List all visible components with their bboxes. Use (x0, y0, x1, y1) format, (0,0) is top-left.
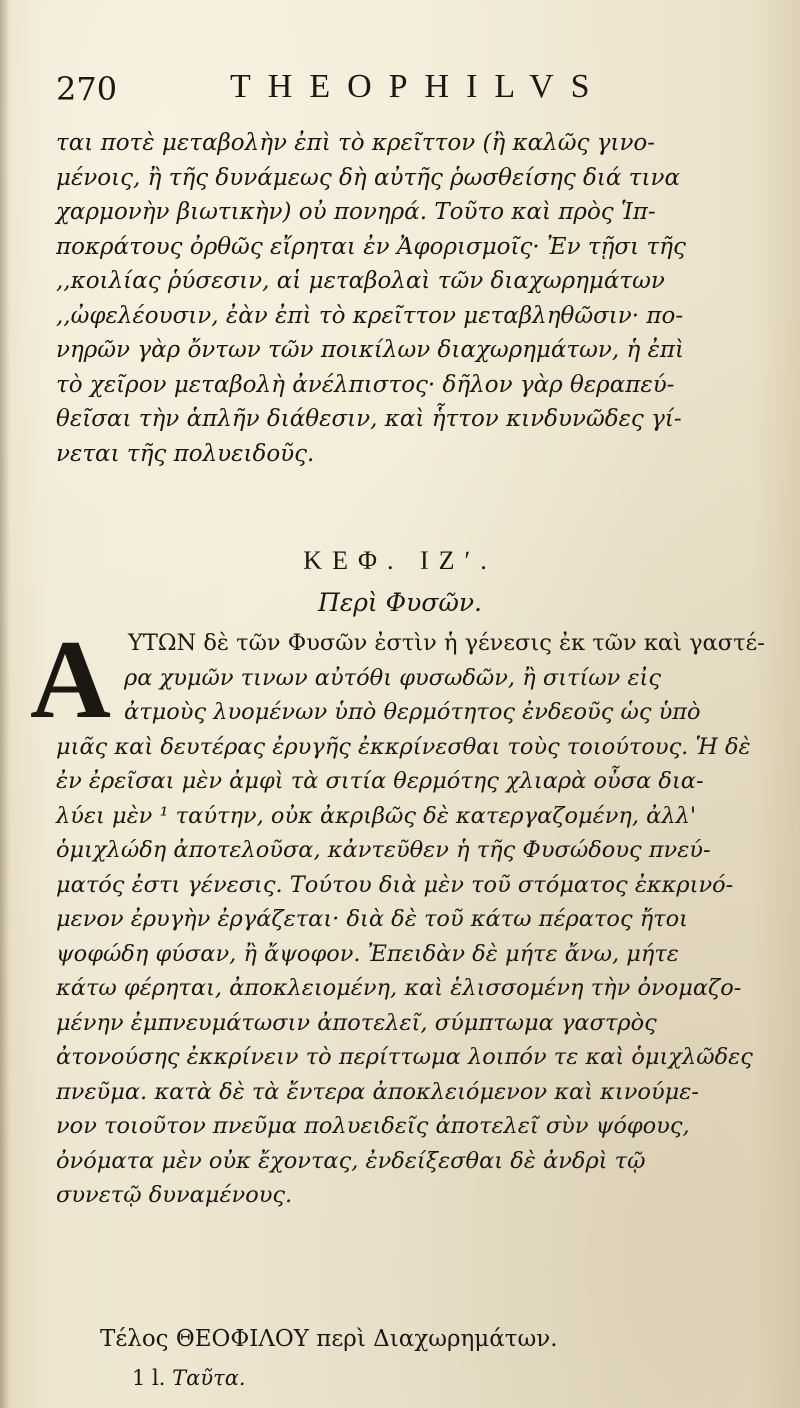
chapter-subtitle: Περὶ Φυσῶν. (318, 588, 482, 617)
text-line: ὀνόματα μὲν οὐκ ἔχοντας, ἐνδείξεσθαι δὲ ἀνδρὶ τῷ (56, 1147, 646, 1174)
text-line: ται ποτὲ μεταβολὴν ἐπὶ τὸ κρεῖττον (ἢ καλῶς γινο- (56, 130, 656, 156)
text-line: ψοφώδη φύσαν, ἢ ἄψοφον. Ἐπειδὰν δὲ μήτε ἄνω, μήτε (56, 940, 679, 967)
running-head: THEOPHILVS (230, 68, 607, 105)
text-line: νηρῶν γὰρ ὄντων τῶν ποικίλων διαχωρημάτων, ἡ ἐπὶ (56, 337, 685, 363)
text-line: κάτω φέρηται, ἀποκλειομένη, καὶ ἑλισσομένη τὴν ὀνομαζο- (56, 975, 742, 1001)
page-number: 270 (56, 70, 118, 108)
text-line: λύει μὲν ¹ ταύτην, οὐκ ἀκριβῶς δὲ κατεργαζομένη, ἀλλ' (56, 802, 697, 829)
text-line: νον τοιοῦτον πνεῦμα πολυειδεῖς ἀποτελεῖ σὺν ψόφους, (56, 1113, 690, 1139)
text-line: ματός ἐστι γένεσις. Τούτου διὰ μὲν τοῦ στόματος ἐκκρινό- (56, 871, 734, 898)
text-line: ἀτμοὺς λυομένων ὑπὸ θερμότητος ἐνδεοῦς ὡς ὑπὸ (124, 699, 701, 725)
text-line: ΥΤΩΝ δὲ τῶν Φυσῶν ἐστὶν ἡ γένεσις ἐκ τῶν καὶ γαστέ- (128, 630, 765, 656)
chapter-heading: ΚΕΦ. ΙΖʹ. (303, 546, 497, 575)
text-line: θεῖσαι τὴν ἁπλῆν διάθεσιν, καὶ ἧττον κινδυνῶδες γί- (56, 406, 682, 432)
text-line: ἀτονούσης ἐκκρίνειν τὸ περίττωμα λοιπόν τε καὶ ὁμιχλῶδες (56, 1044, 753, 1070)
footnote-marker: 1 l. (132, 1366, 166, 1390)
text-line: ἐν ἐρεῖσαι μὲν ἀμφὶ τὰ σιτία θερμότης χλιαρὰ οὖσα δια- (56, 768, 704, 794)
text-line: ,,ὠφελέουσιν, ἐὰν ἐπὶ τὸ κρεῖττον μεταβληθῶσιν· πο- (56, 302, 684, 329)
text-line: μενον ἐρυγὴν ἐργάζεται· διὰ δὲ τοῦ κάτω πέρατος ἤτοι (56, 906, 688, 932)
footnote (132, 1366, 246, 1390)
text-line: τὸ χεῖρον μεταβολὴ ἀνέλπιστος· δῆλον γὰρ θεραπεύ- (56, 371, 675, 398)
text-line: ρα χυμῶν τινων αὐτόθι φυσωδῶν, ἢ σιτίων εἰς (124, 664, 661, 691)
paragraph-1 (56, 126, 770, 471)
text-line: μένην ἐμπνευμάτωσιν ἀποτελεῖ, σύμπτωμα γαστρὸς (56, 1009, 657, 1036)
text-line: συνετῷ δυναμένους. (56, 1182, 293, 1208)
text-line: νεται τῆς πολυειδοῦς. (56, 440, 315, 467)
footnote-text: Ταῦτα. (172, 1366, 246, 1390)
text-line: μιᾶς καὶ δευτέρας ἐρυγῆς ἐκκρίνεσθαι τοὺς τοιούτους. Ἡ δὲ (56, 733, 751, 760)
text-line: ποκράτους ὀρθῶς εἴρηται ἐν Ἀφορισμοῖς· Ἐν τῇσι τῆς (56, 233, 686, 260)
drop-cap: Α (30, 618, 111, 742)
paragraph-2 (56, 626, 770, 1213)
text-line: ὁμιχλώδη ἀποτελοῦσα, κἀντεῦθεν ἡ τῆς Φυσώδους πνεύ- (56, 837, 711, 863)
page-header (56, 64, 756, 114)
text-line: ,,κοιλίας ῥύσεσιν, αἱ μεταβολαὶ τῶν διαχωρημάτων (56, 268, 665, 294)
colophon: Τέλος ΘΕΟΦΙΛΟΥ περὶ Διαχωρημάτων. (100, 1326, 558, 1352)
text-line: μένοις, ἢ τῆς δυνάμεως δὴ αὐτῆς ῥωσθείσης διά τινα (56, 164, 680, 191)
page-gutter-shadow (0, 0, 10, 1408)
text-line: χαρμονὴν βιωτικὴν) οὐ πονηρά. Τοῦτο καὶ πρὸς Ἱπ- (56, 199, 656, 225)
text-line: πνεῦμα. κατὰ δὲ τὰ ἔντερα ἀποκλειόμενον καὶ κινούμε- (56, 1078, 699, 1105)
